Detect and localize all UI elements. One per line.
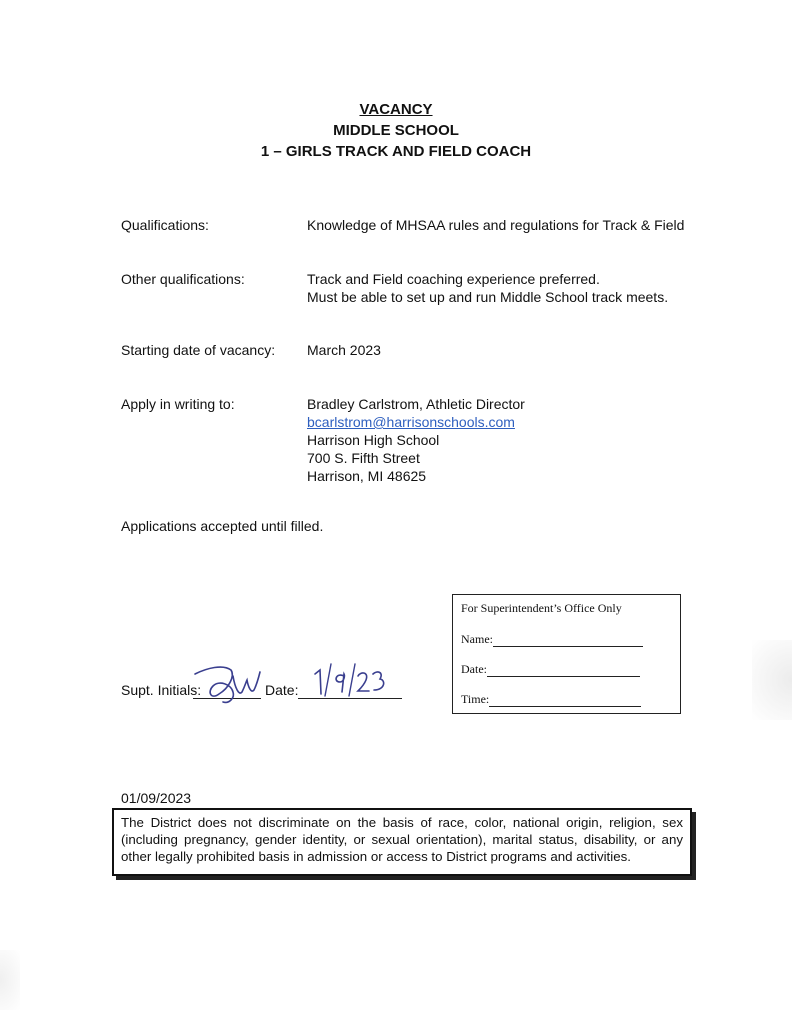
other-qualifications-line-2: Must be able to set up and run Middle School track meets.	[307, 289, 669, 305]
apply-city: Harrison, MI 48625	[307, 468, 427, 484]
heading-vacancy: VACANCY	[359, 101, 433, 118]
apply-contact-name: Bradley Carlstrom, Athletic Director	[307, 396, 525, 412]
apply-label: Apply in writing to:	[121, 396, 235, 412]
qualifications-label: Qualifications:	[121, 217, 209, 233]
office-time-label: Time:	[461, 692, 490, 706]
applications-accepted-text: Applications accepted until filled.	[121, 518, 324, 534]
handwritten-date	[311, 660, 389, 700]
office-name-line	[493, 634, 643, 647]
office-date-label: Date:	[461, 662, 487, 676]
other-qualifications-value	[307, 270, 727, 306]
supt-initials-label: Supt. Initials:	[121, 682, 202, 698]
office-name-field	[461, 632, 643, 647]
supt-date-label: Date:	[265, 682, 299, 698]
apply-email-link[interactable]: bcarlstrom@harrisonschools.com	[307, 414, 515, 430]
apply-school: Harrison High School	[307, 432, 440, 448]
scan-shadow-right	[752, 640, 792, 720]
apply-street: 700 S. Fifth Street	[307, 450, 420, 466]
superintendent-office-box	[452, 594, 681, 714]
office-time-line	[489, 694, 641, 707]
office-name-label: Name:	[461, 632, 493, 646]
office-box-title: For Superintendent’s Office Only	[461, 601, 622, 615]
other-qualifications-label: Other qualifications:	[121, 271, 245, 287]
heading-position: 1 – GIRLS TRACK AND FIELD COACH	[260, 143, 532, 160]
apply-address	[307, 395, 727, 485]
office-time-field	[461, 692, 641, 707]
handwritten-initials-signature	[189, 662, 267, 708]
office-date-field	[461, 662, 640, 677]
qualifications-value: Knowledge of MHSAA rules and regulations for Track & Field	[307, 217, 685, 233]
other-qualifications-line-1: Track and Field coaching experience preferred.	[307, 271, 600, 287]
heading-middle-school: MIDDLE SCHOOL	[333, 122, 459, 139]
signature-row	[121, 660, 421, 700]
scan-shadow-left	[0, 950, 20, 1010]
starting-date-value: March 2023	[307, 342, 381, 358]
nondiscrimination-notice: The District does not discriminate on the basis of race, color, national origin, religion, sex (including pregnancy, gender identity, or sexual orientation), marital status, disability, or any other legally prohibited basis in admission or access to District programs and activities.	[112, 808, 692, 876]
starting-date-label: Starting date of vacancy:	[121, 342, 276, 358]
document-date: 01/09/2023	[121, 790, 192, 806]
office-date-line	[487, 664, 640, 677]
